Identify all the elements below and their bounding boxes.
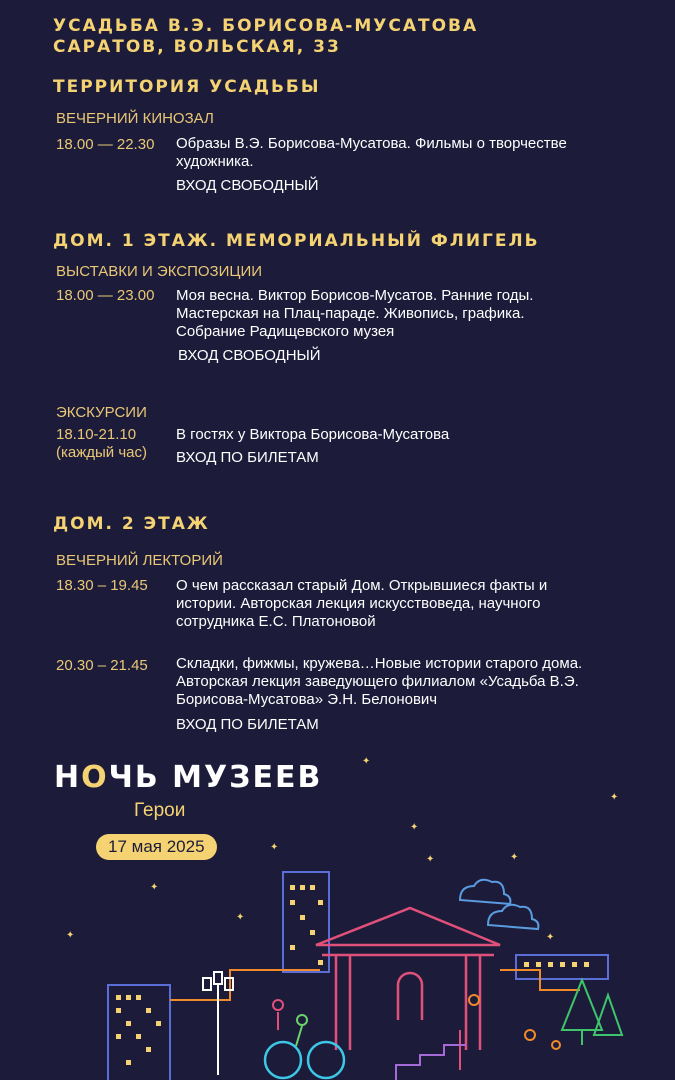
entry-free-cinema: ВХОД СВОБОДНЫЙ bbox=[176, 177, 319, 194]
svg-text:✦: ✦ bbox=[150, 882, 159, 893]
desc-excursions: В гостях у Виктора Борисова-Мусатова bbox=[176, 426, 450, 443]
event-date-badge: 17 мая 2025 bbox=[96, 834, 217, 860]
category-cinema: ВЕЧЕРНИЙ КИНОЗАЛ bbox=[56, 110, 214, 127]
building-left-windows bbox=[116, 995, 161, 1065]
section-title-territory: ТЕРРИТОРИЯ УСАДЬБЫ bbox=[53, 77, 321, 97]
svg-text:✦: ✦ bbox=[546, 932, 555, 943]
entry-free-exhibitions: ВХОД СВОБОДНЫЙ bbox=[178, 347, 321, 364]
people-icon bbox=[469, 995, 560, 1049]
svg-text:✦: ✦ bbox=[510, 852, 519, 863]
category-exhibitions: ВЫСТАВКИ И ЭКСПОЗИЦИИ bbox=[56, 263, 263, 280]
entry-tickets-excursions: ВХОД ПО БИЛЕТАМ bbox=[176, 449, 319, 466]
category-excursions: ЭКСКУРСИИ bbox=[56, 404, 147, 421]
time-excursions: 18.10-21.10 (каждый час) bbox=[56, 426, 147, 461]
logo-moon-letter: О bbox=[81, 760, 109, 795]
svg-text:✦: ✦ bbox=[362, 756, 371, 767]
desc-cinema: Образы В.Э. Борисова-Мусатова. Фильмы о творчестве художника. bbox=[176, 135, 567, 170]
street-lamp-icon bbox=[203, 972, 233, 1075]
desc-lecture-1: О чем рассказал старый Дом. Открывшиеся факты и истории. Авторская лекция искусствоведа, научного сотрудника Е.С. Платоновой bbox=[176, 577, 548, 630]
cloud-icon bbox=[460, 880, 538, 929]
stars-decoration bbox=[66, 756, 618, 943]
museum-building bbox=[316, 908, 500, 1050]
time-lecture-1: 18.30 – 19.45 bbox=[56, 577, 148, 594]
svg-text:✦: ✦ bbox=[610, 792, 619, 803]
desc-lecture-2: Складки, фижмы, кружева…Новые истории старого дома. Авторская лекция заведующего филиалом «Усадьба В.Э. Борисова-Мусатова» Э.Н. Белонович bbox=[176, 655, 583, 708]
entry-tickets-lectures: ВХОД ПО БИЛЕТАМ bbox=[176, 716, 319, 733]
category-lectures: ВЕЧЕРНИЙ ЛЕКТОРИЙ bbox=[56, 552, 223, 569]
svg-text:✦: ✦ bbox=[66, 930, 75, 941]
time-exhibitions: 18.00 — 23.00 bbox=[56, 287, 155, 304]
building-center bbox=[283, 872, 329, 972]
svg-text:✦: ✦ bbox=[410, 822, 419, 833]
venue-name: УСАДЬБА В.Э. БОРИСОВА-МУСАТОВА bbox=[53, 16, 479, 36]
svg-text:✦: ✦ bbox=[270, 842, 279, 853]
building-center-windows bbox=[290, 885, 323, 965]
desc-exhibitions: Моя весна. Виктор Борисов-Мусатов. Ранние годы. Мастерская на Плац-параде. Живопись, графика. Собрание Радищевского музея bbox=[176, 287, 534, 340]
section-title-floor1: ДОМ. 1 ЭТАЖ. МЕМОРИАЛЬНЫЙ ФЛИГЕЛЬ bbox=[53, 231, 540, 251]
svg-text:✦: ✦ bbox=[426, 854, 435, 865]
theme-subtitle: Герои bbox=[134, 800, 186, 821]
cyclist-icon bbox=[265, 1042, 344, 1078]
time-cinema: 18.00 — 22.30 bbox=[56, 136, 155, 153]
venue-address: САРАТОВ, ВОЛЬСКАЯ, 33 bbox=[53, 37, 341, 57]
time-lecture-2: 20.30 – 21.45 bbox=[56, 657, 148, 674]
section-title-floor2: ДОМ. 2 ЭТАЖ bbox=[53, 514, 210, 534]
museum-night-logo: НОЧЬ МУЗЕЕВ bbox=[54, 760, 323, 795]
svg-text:✦: ✦ bbox=[236, 912, 245, 923]
